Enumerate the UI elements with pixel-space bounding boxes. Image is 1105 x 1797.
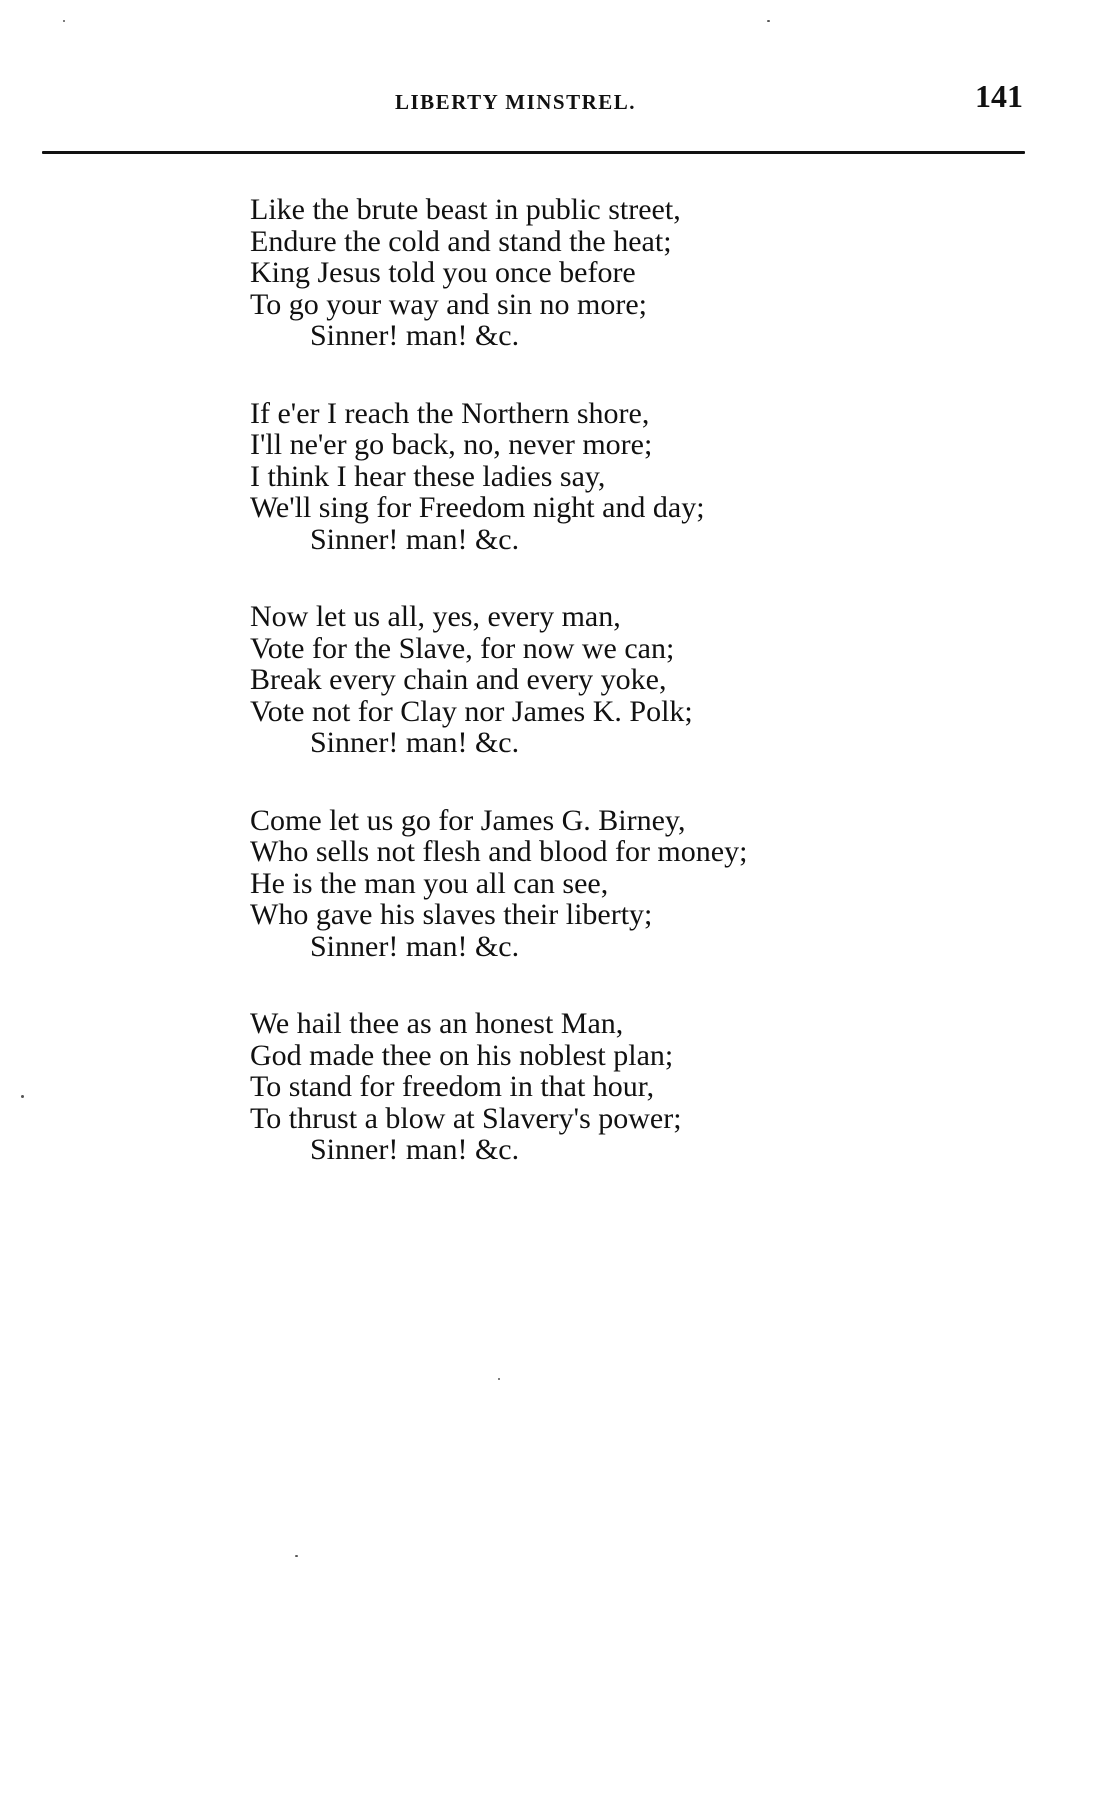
refrain-line: Sinner! man! &c.	[310, 1133, 520, 1166]
verse-line: Like the brute beast in public street,	[250, 193, 681, 226]
stanza	[250, 805, 890, 963]
running-title: LIBERTY MINSTREL.	[395, 90, 637, 114]
refrain-line: Sinner! man! &c.	[310, 726, 520, 759]
refrain-line: Sinner! man! &c.	[310, 319, 520, 352]
verse-line: Endure the cold and stand the heat;	[250, 224, 672, 258]
verse-line: Break every chain and every yoke,	[250, 663, 667, 696]
verse-line: To thrust a blow at Slavery's power;	[250, 1101, 682, 1135]
verse-line: Who gave his slaves their liberty;	[250, 898, 653, 931]
header-rule	[42, 151, 1025, 154]
print-speck	[295, 1555, 298, 1557]
page-number: 141	[975, 78, 1023, 114]
print-speck	[63, 20, 65, 22]
verse-line: Who sells not flesh and blood for money;	[250, 835, 748, 868]
print-speck	[498, 1378, 500, 1380]
verse-line: To stand for freedom in that hour,	[250, 1070, 655, 1103]
verse-line: We'll sing for Freedom night and day;	[250, 491, 705, 524]
verse-line: He is the man you all can see,	[250, 866, 609, 900]
verse-line: If e'er I reach the Northern shore,	[250, 396, 650, 430]
print-speck	[767, 20, 770, 22]
print-speck	[21, 1095, 24, 1098]
refrain-line: Sinner! man! &c.	[310, 929, 520, 963]
verse-line: Now let us all, yes, every man,	[250, 600, 621, 633]
stanza	[250, 601, 890, 759]
poem-body	[250, 194, 890, 1212]
refrain-line: Sinner! man! &c.	[310, 522, 520, 556]
verse-line: We hail thee as an honest Man,	[250, 1007, 624, 1040]
stanza	[250, 398, 890, 556]
verse-line: Vote for the Slave, for now we can;	[250, 631, 675, 665]
verse-line: I think I hear these ladies say,	[250, 459, 606, 493]
verse-line: To go your way and sin no more;	[250, 287, 648, 321]
stanza	[250, 1008, 890, 1166]
stanza	[250, 194, 890, 352]
verse-line: I'll ne'er go back, no, never more;	[250, 428, 653, 461]
verse-line: Vote not for Clay nor James K. Polk;	[250, 694, 693, 728]
verse-line: God made thee on his noblest plan;	[250, 1038, 674, 1072]
verse-line: King Jesus told you once before	[250, 256, 636, 289]
verse-line: Come let us go for James G. Birney,	[250, 803, 686, 837]
